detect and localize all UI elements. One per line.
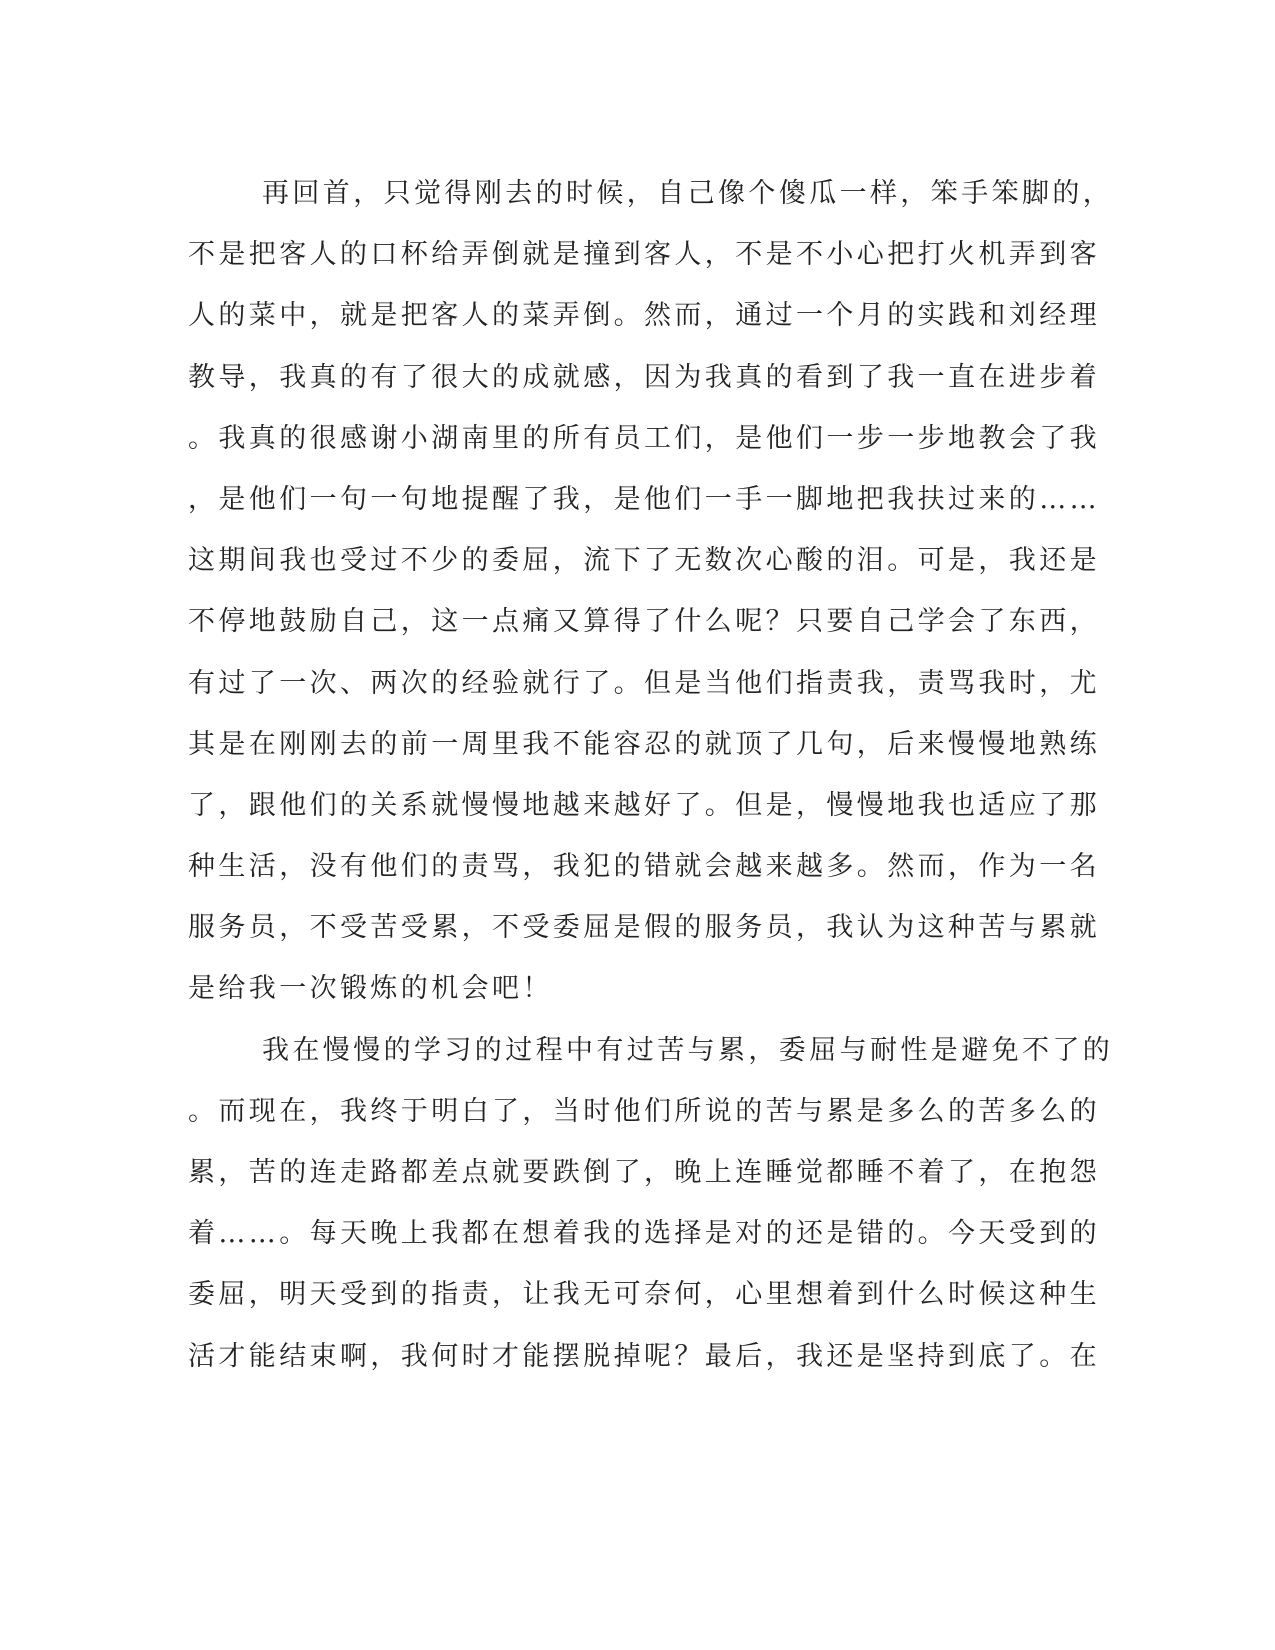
text-line: 着……。每天晚上我都在想着我的选择是对的还是错的。今天受到的 [188, 1218, 1100, 1250]
text-line: 服务员，不受苦受累，不受委屈是假的服务员，我认为这种苦与累就 [188, 912, 1100, 944]
text-line: 再回首，只觉得刚去的时候，自己像个傻瓜一样，笨手笨脚的， [262, 178, 1114, 209]
text-line: 人的菜中，就是把客人的菜弄倒。然而，通过一个月的实践和刘经理 [188, 300, 1100, 332]
text-line: 。而现在，我终于明白了，当时他们所说的苦与累是多么的苦多么的 [188, 1095, 1100, 1127]
text-line: 累，苦的连走路都差点就要跌倒了，晚上连睡觉都睡不着了，在抱怨 [188, 1157, 1100, 1188]
text-line: 是给我一次锻炼的机会吧！ [188, 973, 553, 1005]
text-line: 种生活，没有他们的责骂，我犯的错就会越来越多。然而，作为一名 [188, 851, 1100, 883]
text-line: 不是把客人的口杯给弄倒就是撞到客人，不是不小心把打火机弄到客 [188, 239, 1100, 271]
text-line: 这期间我也受过不少的委屈，流下了无数次心酸的泪。可是，我还是 [188, 545, 1100, 577]
paragraph-1 [188, 163, 1114, 1020]
text-line: 委屈，明天受到的指责，让我无可奈何，心里想着到什么时候这种生 [188, 1279, 1100, 1311]
text-line: 活才能结束啊，我何时才能摆脱掉呢？最后，我还是坚持到底了。在 [188, 1340, 1100, 1372]
text-line: 其是在刚刚去的前一周里我不能容忍的就顶了几句，后来慢慢地熟练 [188, 728, 1100, 760]
text-line: 。我真的很感谢小湖南里的所有员工们，是他们一步一步地教会了我 [188, 422, 1100, 454]
text-line: 我在慢慢的学习的过程中有过苦与累，委屈与耐性是避免不了的 [262, 1034, 1114, 1066]
text-line: 教导，我真的有了很大的成就感，因为我真的看到了我一直在进步着 [188, 361, 1100, 393]
text-line: ，是他们一句一句地提醒了我，是他们一手一脚地把我扶过来的…… [188, 483, 1100, 515]
paragraph-2 [188, 1020, 1114, 1387]
text-line: 有过了一次、两次的经验就行了。但是当他们指责我，责骂我时，尤 [188, 667, 1100, 699]
text-line: 了，跟他们的关系就慢慢地越来越好了。但是，慢慢地我也适应了那 [188, 789, 1100, 821]
body-text [188, 163, 1114, 1387]
text-line: 不停地鼓励自己，这一点痛又算得了什么呢？只要自己学会了东西， [188, 606, 1100, 638]
